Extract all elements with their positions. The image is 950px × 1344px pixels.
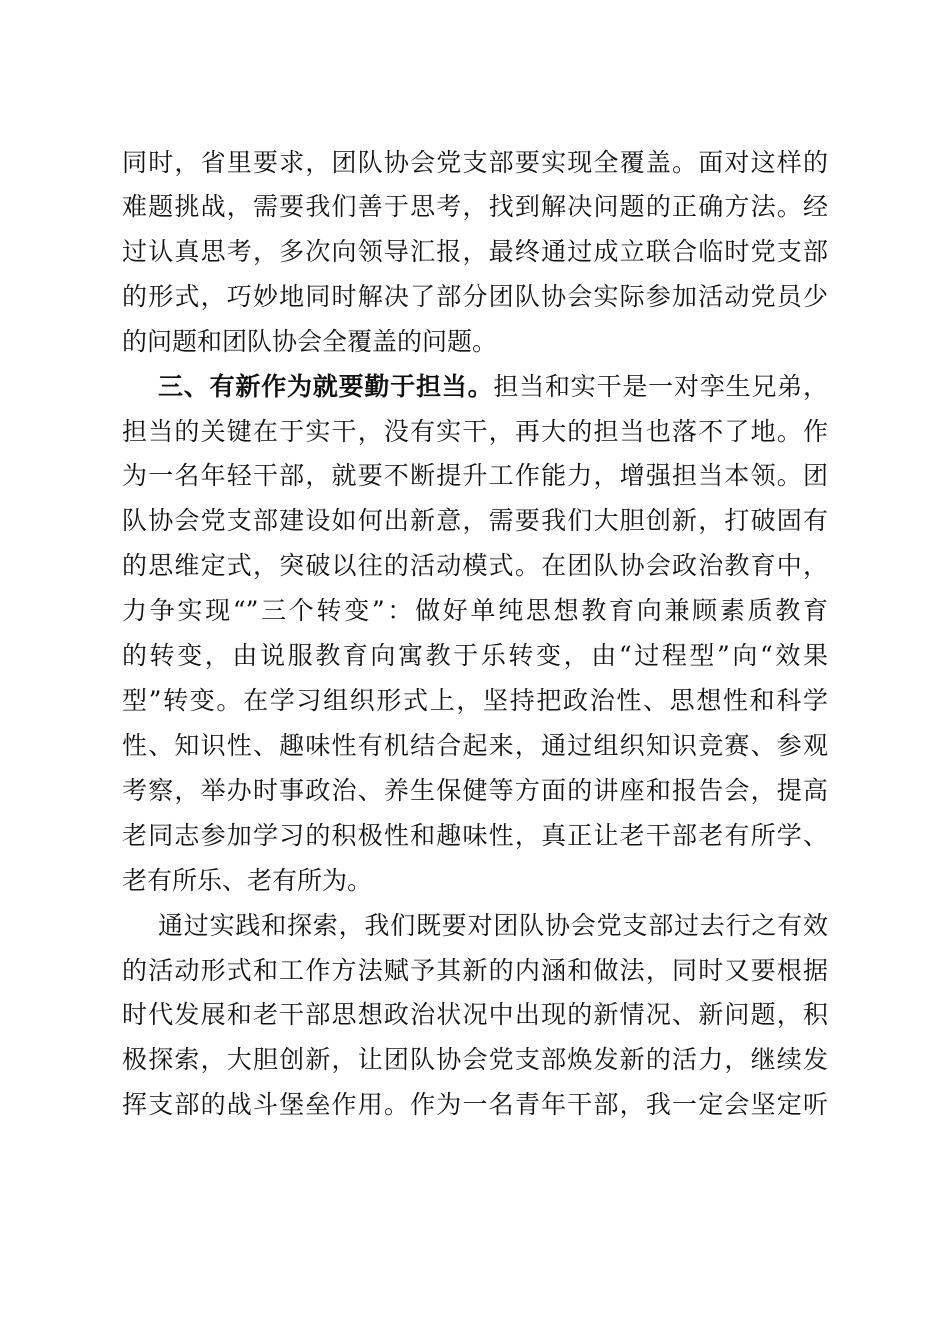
paragraph-2-line-5: 的思维定式，突破以往的活动模式。在团队协会政治教育中， [122,551,828,580]
paragraph-3-line-2: 的活动形式和工作方法赋予其新的内涵和做法，同时又要根据 [122,956,828,985]
paragraph-3-line-5: 挥支部的战斗堡垒作用。作为一名青年干部，我一定会坚定听 [122,1090,828,1119]
paragraph-1-line-2: 难题挑战，需要我们善于思考，找到解决问题的正确方法。经 [122,192,828,221]
paragraph-2-line-11: 老同志参加学习的积极性和趣味性，真正让老干部老有所学、 [122,821,828,850]
paragraph-2-first-line-text: 担当和实干是一对孪生兄弟， [493,372,828,401]
paragraph-2-line-3: 为一名年轻干部，就要不断提升工作能力，增强担当本领。团 [122,461,828,490]
section-heading: 三、有新作为就要勤于担当。 [158,372,494,401]
paragraph-1-line-3: 过认真思考，多次向领导汇报，最终通过成立联合临时党支部 [122,237,828,266]
paragraph-2-line-2: 担当的关键在于实干，没有实干，再大的担当也落不了地。作 [122,417,828,446]
paragraph-3-line-4: 极探索，大胆创新，让团队协会党支部焕发新的活力，继续发 [122,1045,828,1074]
paragraph-2-first-line [158,372,828,402]
paragraph-2-line-9: 性、知识性、趣味性有机结合起来，通过组织知识竞赛、参观 [122,731,828,760]
paragraph-1-line-4: 的形式，巧妙地同时解决了部分团队协会实际参加活动党员少 [122,282,828,311]
paragraph-2-line-6: 力争实现“”三个转变”：做好单纯思想教育向兼顾素质教育 [122,596,828,625]
paragraph-2-line-10: 考察，举办时事政治、养生保健等方面的讲座和报告会，提高 [122,776,828,805]
paragraph-1-line-1: 同时，省里要求，团队协会党支部要实现全覆盖。面对这样的 [122,148,828,177]
paragraph-3-line-1: 通过实践和探索，我们既要对团队协会党支部过去行之有效 [158,911,828,940]
paragraph-2-line-7: 的转变，由说服教育向寓教于乐转变，由“过程型”向“效果 [122,641,828,670]
paragraph-2-line-8: 型”转变。在学习组织形式上，坚持把政治性、思想性和科学 [122,686,828,715]
paragraph-1-line-5: 的问题和团队协会全覆盖的问题。 [122,327,498,356]
paragraph-3-line-3: 时代发展和老干部思想政治状况中出现的新情况、新问题，积 [122,1000,828,1029]
paragraph-2-line-4: 队协会党支部建设如何出新意，需要我们大胆创新，打破固有 [122,506,828,535]
paragraph-2-line-12: 老有所乐、老有所为。 [122,866,373,895]
